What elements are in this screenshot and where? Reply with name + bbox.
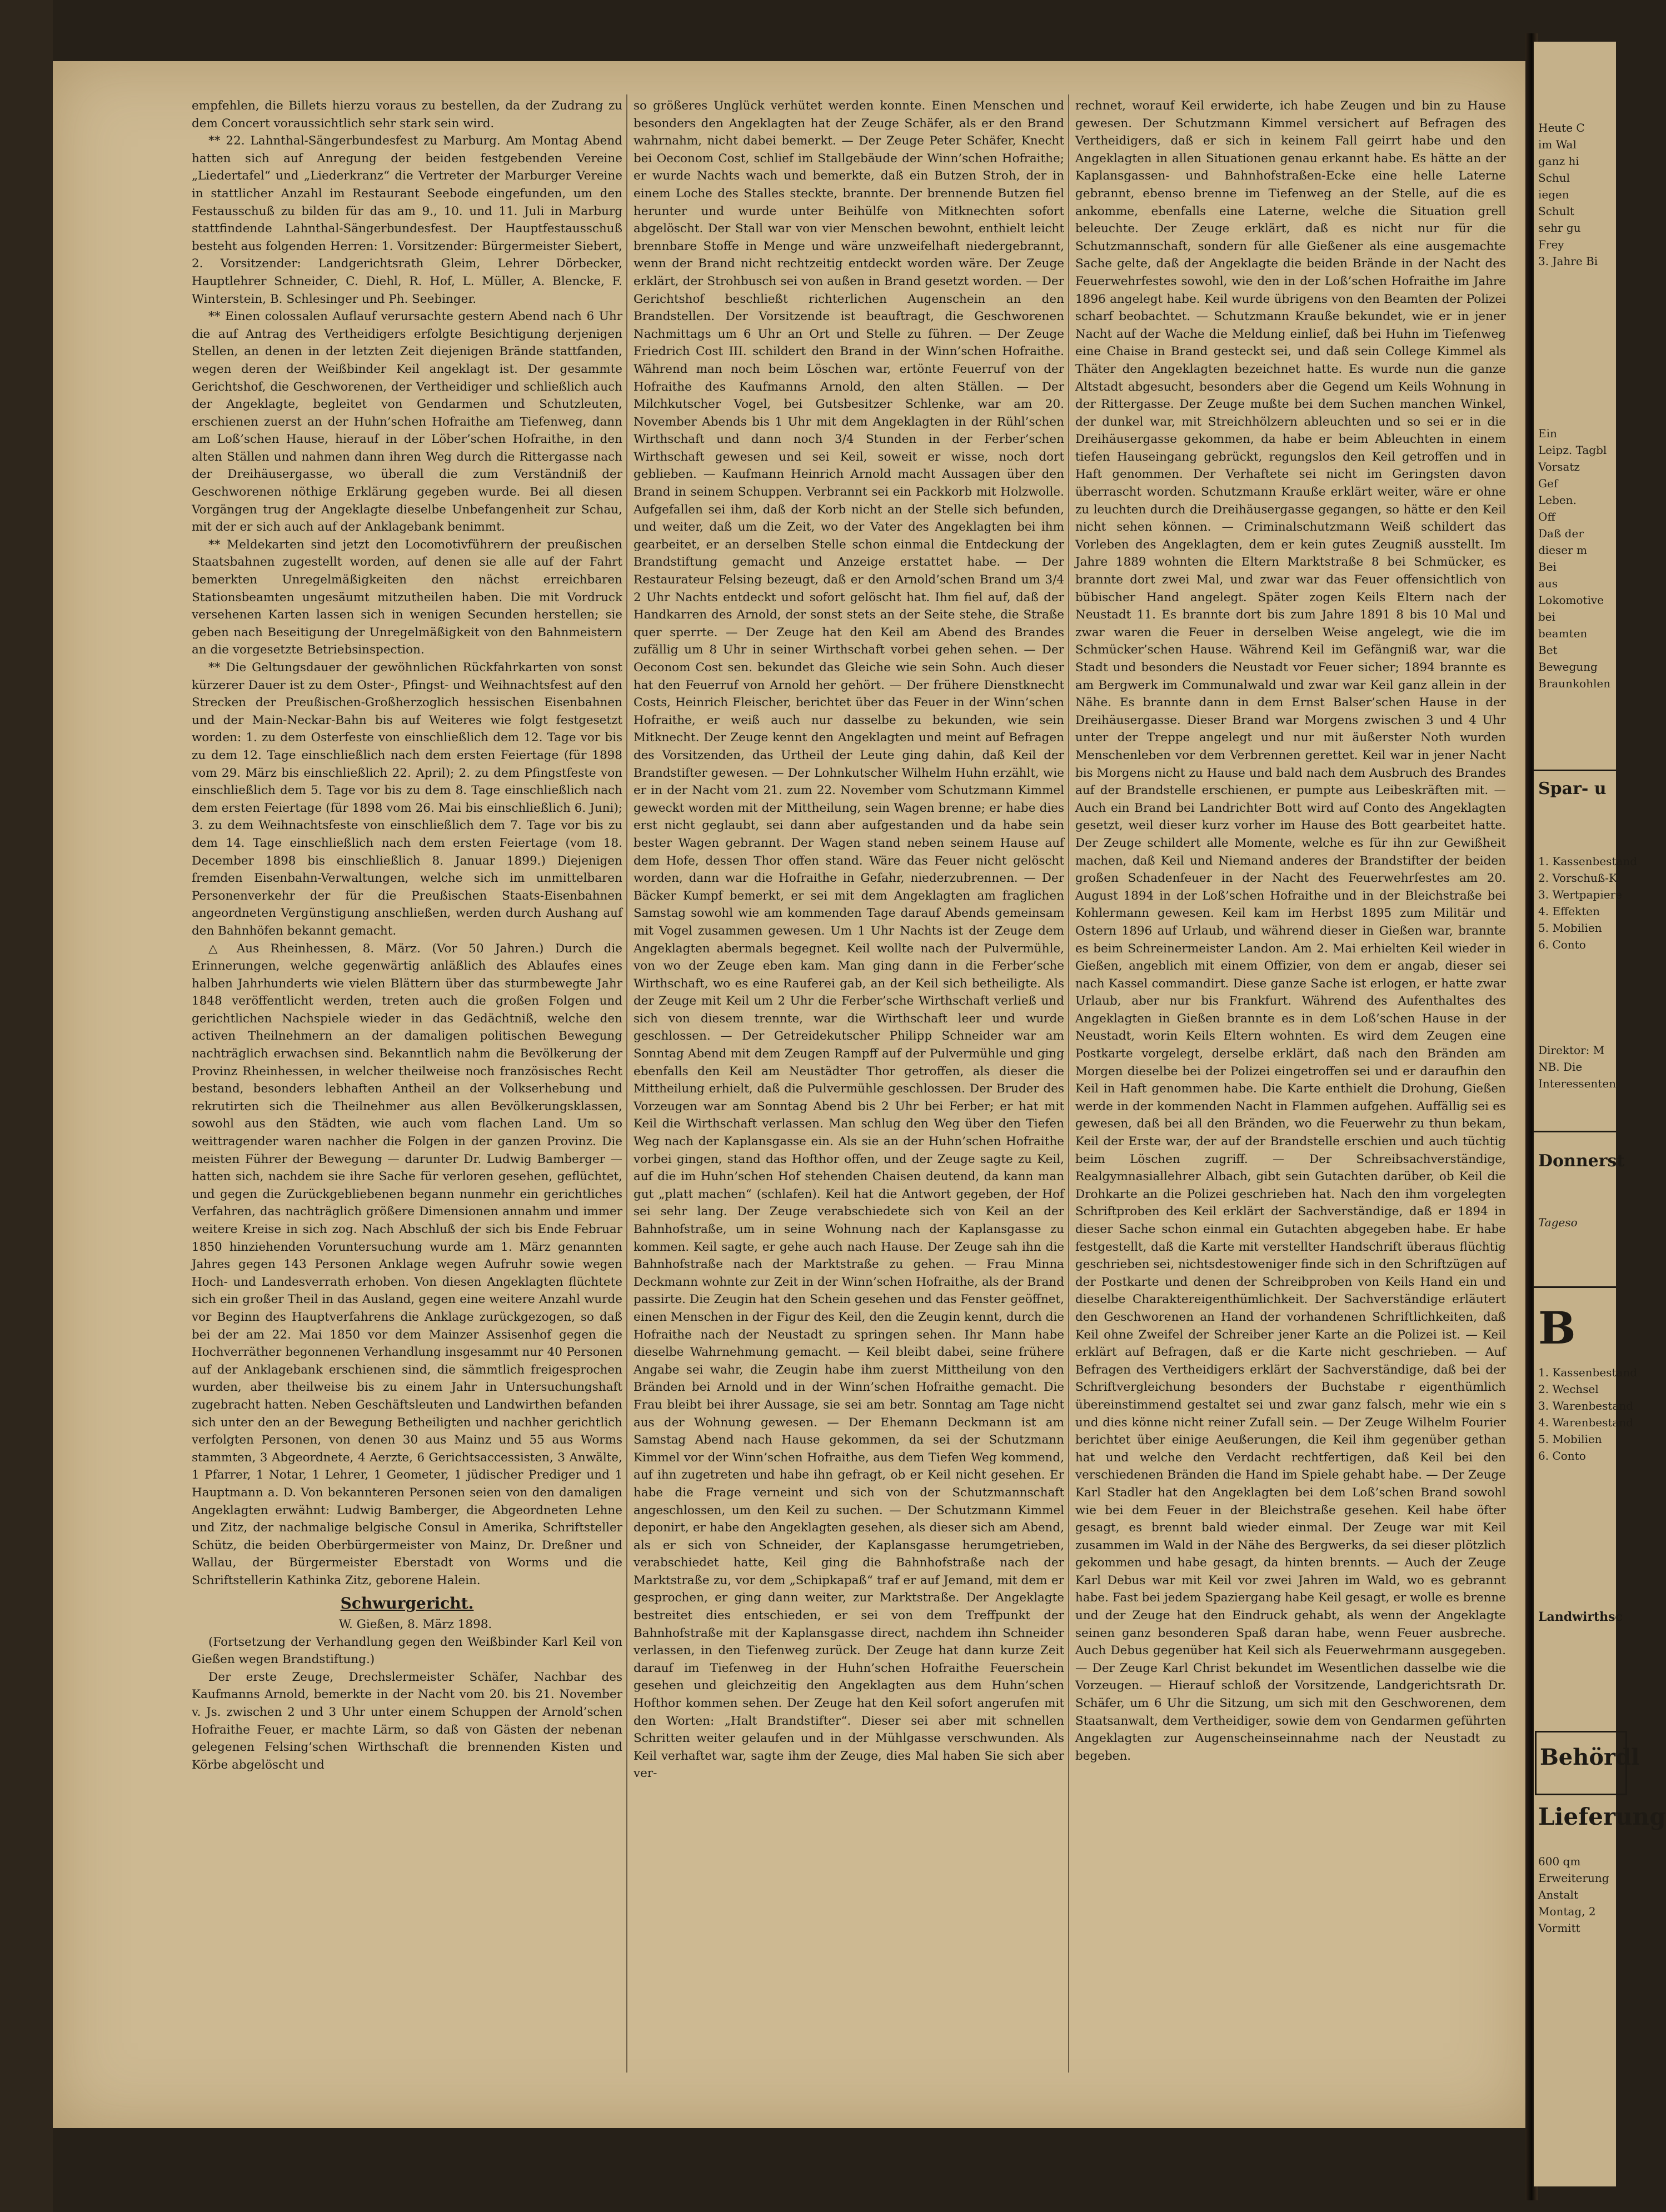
divider [1534,770,1616,771]
adjacent-line: Bei [1538,560,1557,573]
adjacent-line: Vorsatz [1538,460,1580,473]
adjacent-heading: Behördl [1540,1744,1640,1770]
article-paragraph: ** Meldekarten sind jetzt den Locomotivführern der preußischen Staatsbahnen zugestellt worden, auf denen sie alle auf der Fahrt bemerkten Unregelmäßigkeiten den nächst erreichbaren Stationsbeamten ungesäumt mitzutheilen haben. Die mit Vordruck versehenen Karten lassen sich in wenigen Secunden herstellen; sie geben nach Beseitigung der Unregelmäßigkeit von den Bahnmeistern an die vorgesetzte Betriebsinspection. [192,537,622,657]
article-paragraph: (Fortsetzung der Verhandlung gegen den Weißbinder Karl Keil von Gießen wegen Brandstiftung.) [192,1635,622,1667]
adjacent-line: 6. Conto [1538,1449,1586,1462]
divider [1534,1131,1616,1132]
left-scan-edge [0,0,53,2212]
adjacent-line: Vormitt [1538,1921,1580,1935]
adjacent-line: Ein [1538,427,1557,440]
adjacent-line: Direktor: M [1538,1043,1605,1057]
adjacent-heading: Tageso [1538,1216,1578,1229]
adjacent-line: Bet [1538,643,1558,657]
adjacent-line: beamten [1538,627,1588,640]
adjacent-line: 1. Kassenbestand [1538,1366,1638,1379]
adjacent-line: NB. Die [1538,1060,1583,1073]
adjacent-page-fragment [1538,1364,1637,1464]
article-paragraph: ** Die Geltungsdauer der gewöhnlichen Rückfahrkarten von sonst kürzerer Dauer ist zu dem Oster-, Pfingst- und Weihnachtsfest auf den Strecken der Preußischen-Großherzoglich hessischen Eisenbahnen und der Main-Neckar-Bahn bis auf Weiteres wie folgt festgesetzt worden: 1. zu dem Osterfeste von einschließlich dem 12. Tage vor bis zu dem 12. Tage einschließlich nach dem ersten Feiertage (für 1898 vom 29. März bis einschließlich 22. April); 2. zu dem Pfingstfeste von einschließlich dem 5. Tage vor bis zu dem 8. Tage einschließlich nach dem ersten Feiertage (für 1898 vom 26. Mai bis einschließlich 6. Juni); 3. zu dem Weihnachtsfeste von einschließlich dem 7. Tage vor bis zu dem 14. Tage einschließlich nach dem ersten Feiertage (vom 18. December 1898 bis einschließlich 8. Januar 1899.) Diejenigen fremden Eisenbahn-Verwaltungen, welche sich im unmittelbaren Personenverkehr der für die Preußischen Staats-Eisenbahnen angeordneten Vergünstigung anschließen, werden durch Aushang auf den Bahnhöfen bekannt gemacht. [192,661,622,938]
adjacent-line: 600 qm [1538,1855,1581,1868]
adjacent-line: bei [1538,610,1556,623]
adjacent-line: Interessenten [1538,1077,1617,1090]
article-paragraph: ** Einen colossalen Auflauf verursachte gestern Abend nach 6 Uhr die auf Antrag des Vertheidigers erfolgte Besichtigung derjenigen Stellen, an denen in der letzten Zeit diejenigen Brände stattfanden, wegen deren der Weißbinder Keil angeklagt ist. Der gesammte Gerichtshof, die Geschworenen, der Vertheidiger und schließlich auch der Angeklagte, begleitet von Gendarmen und Schutzleuten, erschienen zuerst an der Huhn’schen Hofraithe am Tiefenweg, dann am Loß’schen Hause, hierauf in der Löber’schen Hofraithe, in den alten Ställen und nahmen dann ihren Weg durch die Rittergasse nach der Dreihäusergasse, wo überall die zum Verständniß der Geschworenen nöthige Erklärung gegeben wurde. Bei all diesen Vorgängen trug der Angeklagte dieselbe Unbefangenheit zur Schau, mit der er sich auch auf der Anklagebank benimmt. [192,309,622,535]
adjacent-heading: B [1538,1302,1576,1354]
adjacent-line: 2. Wechsel [1538,1382,1599,1396]
adjacent-line: im Wal [1538,138,1577,151]
dateline: W. Gießen, 8. März 1898. [338,1617,492,1632]
adjacent-line: Gef [1538,477,1558,490]
adjacent-page-fragment [1538,853,1637,953]
adjacent-line: ganz hi [1538,154,1579,168]
adjacent-line: 5. Mobilien [1538,1432,1602,1446]
article-paragraph: rechnet, worauf Keil erwiderte, ich habe Zeugen und bin zu Hause gewesen. Der Schutzmann Kimmel versichert auf Befragen des Vertheidigers, daß er sich in keinem Fall geirrt habe und den Angeklagten in allen Situationen genau erkannt habe. Es hätte an der Kaplansgassen- und Bahnhofstraßen-Ecke eine helle Laterne gebrannt, ebenso brenne im Tiefenweg an der Stelle, auf die es ankomme, ebenfalls eine Laterne, welche die Situation grell beleuchte. Der Zeuge erklärt, daß es nicht nur für die Schutzmannschaft, sondern für alle Gießener als eine ausgemachte Sache gelte, daß der Angeklagte die beiden Brände in der Nacht des Feuerwehrfestes sowohl, wie den in der Loß’schen Hofraithe im Jahre 1896 angelegt habe. Keil wurde übrigens von den Beamten der Polizei scharf beobachtet. — Schutzmann Krauße bekundet, wie er in jener Nacht auf der Wache die Meldung einlief, daß bei Huhn im Tiefenweg eine Chaise in Brand gesteckt sei, und daß sein College Kimmel als Thäter den Angeklagten bezeichnet hatte. Es wurde nun die ganze Altstadt abgesucht, besonders aber die Gegend um Keils Wohnung in der Rittergasse. Der Zeuge mußte bei dem Suchen manchen Winkel, der dunkel war, mit Streichhölzern ableuchten und so sei er in die Dreihäusergasse gekommen, da habe er beim Ableuchten in einem tiefen Hauseingang gebrückt, regungslos den Keil getroffen und in Haft genommen. Der Verhaftete sei nicht im Geringsten davon überrascht worden. Schutzmann Krauße erklärt weiter, wäre er ohne zu leuchten durch die Dreihäusergasse gegangen, so hätte er den Keil nicht sehen können. — Criminalschutzmann Weiß schildert das Vorleben des Angeklagten, dem er kein gutes Zeugniß ausstellt. Im Jahre 1889 wohnten die Eltern Marktstraße 8 bei Schmücker, es brannte dort zwei Mal, und zwar war das Feuer offensichtlich von bübischer Hand angelegt. Später zogen Keils Eltern nach der Neustadt 11. Es brannte dort bis zum Jahre 1891 8 bis 10 Mal und zwar waren die Feuer in derselben Weise angelegt, wie die im Schmücker’schen Hause. Während Keil im Gefängniß war, war die Stadt und besonders die Neustadt vor Feuer sicher; 1894 brannte es am Bergwerk im Communalwald und zwar war Keil ganz allein in der Nähe. Es brannte dann in dem Ernst Balser’schen Hause in der Dreihäusergasse. Dieser Brand war Morgens zwischen 3 und 4 Uhr unter der Treppe angelegt und nur mit äußerster Noth wurden Menschenleben vor dem Verbrennen gerettet. Keil war in jener Nacht bis Morgens nicht zu Hause und bald nach dem Ausbruch des Brandes auf der Brandstelle erschienen, er pumpte aus Leibeskräften mit. — Auch ein Brand bei Landrichter Bott wird auf Conto des Angeklagten gesetzt, weil dieser kurz vorher im Hause des Bott gearbeitet hatte. Der Zeuge schildert alle Momente, welche es für ihn zur Gewißheit machen, daß Keil und Niemand anderes der Brandstifter der beiden großen Schadenfeuer in der Nacht des Feuerwehrfestes am 20. August 1894 in der Loß’schen Hofraithe und in der Bleichstraße bei Kohlermann gewesen. Keil kam im Herbst 1895 zum Militär und Ostern 1896 auf Urlaub, und während dieser in Gießen war, brannte es beim Schreinermeister Landon. Am 2. Mai erhielten Keil wieder in Gießen, angeblich mit einem Offizier, von dem er angab, dieser sei nach Kassel commandirt. Diese ganze Sache ist erlogen, er hatte zwar Urlaub, aber nur bis Frankfurt. Während des Aufenthaltes des Angeklagten in Gießen brannte es in dem Loß’schen Hause in der Neustadt, worin Keils Eltern wohnten. Es wird dem Zeugen eine Postkarte vorgelegt, derselbe erklärt, daß nach den Bränden am Morgen dieselbe bei der Polizei eingetroffen sei und er daraufhin den Keil in Haft genommen habe. Die Karte enthielt die Drohung, Gießen werde in der kommenden Nacht in Flammen aufgehen. Auffällig sei es gewesen, daß bei all den Bränden, wo die Feuerwehr zu thun bekam, Keil der Erste war, der auf der Brandstelle erschien und auch tüchtig beim Löschen zugriff. — Der Schreibsachverständige, Realgymnasiallehrer Albach, gibt sein Gutachten darüber, ob Keil die Drohkarte an die Polizei geschrieben hat. Nach den ihm vorgelegten Schriftproben des Keil erklärt der Sachverständige, daß er 1894 in dieser Sache schon einmal ein Gutachten abgegeben habe. Er habe festgestellt, daß die Karte mit verstellter Handschrift überaus flüchtig geschrieben sei, nichtsdestoweniger finde sich in den Schriftzügen auf der Postkarte und denen der Schreibproben von Keils Hand ein und dieselbe Charaktereigenthümlichkeit. Der Sachverständige erläutert den Geschworenen an Hand der vorhandenen Schriftlichkeiten, daß Keil ohne Zweifel der Schreiber jener Karte an die Polizei ist. — Keil erklärt auf Befragen, daß er die Karte nicht geschrieben. — Auf Befragen des Vertheidigers erklärt der Sachverständige, daß bei der Schriftvergleichung besonders der Buchstabe r eigenthümlich übereinstimmend gestaltet sei und zwar ganz falsch, mehr wie ein s und dies könne nicht reiner Zufall sein. — Der Zeuge Wilhelm Fourier berichtet über einige Aeußerungen, die Keil ihm gegenüber gethan hat und welche den Verdacht rechtfertigen, daß Keil bei den verschiedenen Bränden die Hand im Spiele gehabt habe. — Der Zeuge Karl Stadler hat den Angeklagten bei dem Loß’schen Brand sowohl wie bei dem Feuer in der Bleichstraße gesehen. Keil habe öfter gesagt, es brennt bald wieder einmal. Der Zeuge war mit Keil zusammen im Wald in der Nähe des Bergwerks, da sei dieser plötzlich gekommen und habe gesagt, da hinten brennts. — Auch der Zeuge Karl Debus war mit Keil vor zwei Jahren im Wald, wo es gebrannt habe. Fast bei jedem Spaziergang habe Keil gesagt, er wolle es brenne und der Zeuge hat den Eindruck gehabt, als wenn der Angeklagte seinen ganz besonderen Spaß daran habe, wenn Feuer ausbreche. Auch Debus gegenüber hat Keil sich als Feuerwehrmann ausgegeben. — Der Zeuge Karl Christ bekundet im Wesentlichen dasselbe wie die Vorzeugen. — Hierauf schloß der Vorsitzende, Landgerichtsrath Dr. Schäfer, um 6 Uhr die Sitzung, um sich mit den Geschworenen, dem Staatsanwalt, dem Vertheidiger, sowie dem von Gendarmen geführten Angeklagten zur Augenscheinseinnahme nach der Neustadt zu begeben. [1075,99,1506,1763]
adjacent-line: aus [1538,577,1558,590]
adjacent-line: Leben. [1538,493,1577,507]
divider [1534,1286,1616,1288]
adjacent-line: Braunkohlen [1538,677,1611,690]
adjacent-heading: Landwirthsc [1538,1610,1623,1624]
adjacent-line: Off [1538,510,1555,523]
adjacent-page-fragment [1538,119,1598,269]
adjacent-line: 5. Mobilien [1538,921,1602,935]
adjacent-line: 1. Kassenbestand [1538,855,1638,868]
adjacent-line: dieser m [1538,543,1588,557]
adjacent-heading: Spar- u [1538,779,1607,798]
adjacent-line: Schul [1538,171,1570,184]
adjacent-line: Anstalt [1538,1888,1578,1901]
section-title: Schwurgericht. [340,1594,474,1613]
adjacent-page [1534,42,1666,2186]
column-rule [1068,94,1069,2073]
adjacent-heading: Donnerst [1538,1151,1625,1171]
adjacent-line: 4. Warenbestand [1538,1416,1634,1429]
adjacent-line: sehr gu [1538,221,1581,234]
adjacent-line: Heute C [1538,121,1585,134]
article-paragraph: ** 22. Lahnthal-Sängerbundesfest zu Marburg. Am Montag Abend hatten sich auf Anregung der beiden festgebenden Vereine „Liedertafel“ und „Liederkranz“ die Vertreter der Marburger Vereine in stattlicher Anzahl im Restaurant Seebode eingefunden, um den Festausschuß zu bilden für das am 9., 10. und 11. Juli in Marburg stattfindende Lahnthal-Sängerbundesfest. Der Hauptfestausschuß besteht aus folgenden Herren: 1. Vorsitzender: Bürgermeister Siebert, 2. Vorsitzender: Landgerichtsrath Gleim, Lehrer Dörbecker, Hauptlehrer Schneider, C. Diehl, R. Hof, L. Müller, A. Blencke, F. Winterstein, B. Schlesinger und Ph. Seebinger. [192,134,622,306]
article-paragraph: Der erste Zeuge, Drechslermeister Schäfer, Nachbar des Kaufmanns Arnold, bemerkte in der Nacht vom 20. bis 21. November v. Js. zwischen 2 und 3 Uhr unter einem Schuppen der Arnold’schen Hofraithe Feuer, er machte Lärm, so daß von Gästen der nebenan gelegenen Felsing’schen Wirthschaft die brennenden Kisten und Körbe abgelöscht und [192,1670,622,1772]
adjacent-line: Daß der [1538,527,1584,540]
adjacent-line: Leipz. Tagbl [1538,443,1607,457]
article-paragraph: △ Aus Rheinhessen, 8. März. (Vor 50 Jahren.) Durch die Erinnerungen, welche gegenwärtig anläßlich des Ablaufes eines halben Jahrhunderts wie vielen Blättern über das sturmbewegte Jahr 1848 veröffentlicht werden, treten auch die großen Folgen und gerichtlichen Nachspiele wieder in das Gedächtniß, welche den activen Theilnehmern an der damaligen politischen Bewegung nachträglich erwachsen sind. Bekanntlich nahm die Bevölkerung der Provinz Rheinhessen, in welcher theilweise noch französisches Recht bestand, besonders lebhaften Antheil an der Volkserhebung und rekrutirten sich die Theilnehmer aus allen Bevölkerungsklassen, sowohl aus den Städten, wie auch vom flachen Land. Um so weittragender waren nachher die Folgen in der ganzen Provinz. Die meisten Führer der Bewegung — darunter Dr. Ludwig Bamberger — hatten sich, nachdem sie ihre Sache für verloren gesehen, geflüchtet, und gegen die Zurückgebliebenen begann nunmehr ein gerichtliches Verfahren, das nachträglich größere Dimensionen annahm und immer weitere Kreise in sich zog. Nach Abschluß der sich bis Ende Februar 1850 hinziehenden Voruntersuchung wurde am 1. März genannten Jahres gegen 143 Personen Anklage wegen Aufruhr sowie wegen Hoch- und Landesverrath erhoben. Von diesen Angeklagten flüchtete sich ein großer Theil in das Ausland, gegen eine weitere Anzahl wurde vor Beginn des Hauptverfahrens die Anklage zurückgezogen, so daß bei der am 22. Mai 1850 vor dem Mainzer Assisenhof gegen die Hochverräther begonnenen Verhandlung insgesammt nur 40 Personen auf der Anklagebank erschienen sind, die sämmtlich freigesprochen wurden, aber theilweise bis zu einem Jahr in Untersuchungshaft zugebracht hatten. Neben Geschäftsleuten und Landwirthen befanden sich unter den an der Bewegung Betheiligten und nachher gerichtlich verfolgten Personen, von denen 30 aus Mainz und 55 aus Worms stammten, 3 Abgeordnete, 4 Aerzte, 6 Gerichtsaccessisten, 3 Anwälte, 1 Pfarrer, 1 Notar, 1 Lehrer, 1 Geometer, 1 jüdischer Prediger und 1 Hauptmann a. D. Von bekannteren Personen seien von den damaligen Angeklagten erwähnt: Ludwig Bamberger, die Abgeordneten Lehne und Zitz, der nachmalige belgische Consul in Amerika, Schriftsteller Schütz, die beiden Oberbürgermeister von Mainz, Dr. Dreßner und Wallau, der Bürgermeister Eberstadt von Worms und die Schriftstellerin Kathinka Zitz, geborene Halein. [192,941,622,1587]
adjacent-line: 3. Jahre Bi [1538,254,1598,268]
adjacent-line: Lokomotive [1538,593,1604,607]
column-3 [1075,97,1506,1763]
adjacent-line: Schult [1538,204,1575,218]
adjacent-page-fragment [1538,1042,1616,1092]
adjacent-line: Montag, 2 [1538,1905,1596,1918]
adjacent-box [1535,1731,1640,1795]
article-paragraph: so größeres Unglück verhütet werden konnte. Einen Menschen und besonders den Angeklagten hat der Zeuge Schäfer, als er den Brand wahrnahm, nicht dabei bemerkt. — Der Zeuge Peter Schäfer, Knecht bei Oeconom Cost, schlief im Stallgebäude der Winn’schen Hofraithe; er wurde Nachts wach und bemerkte, daß ein Butzen Stroh, der in einem Loche des Stalles steckte, brannte. Der brennende Butzen fiel herunter und wurde unter Beihülfe von Mitknechten sofort abgelöscht. Der Stall war von vier Menschen bewohnt, enthielt leicht brennbare Stoffe in Menge und wäre unzweifelhaft niedergebrannt, wenn der Brand nicht rechtzeitig entdeckt worden wäre. Der Zeuge erklärt, der Strohbusch sei von außen in Brand gesetzt worden. — Der Gerichtshof beschließt richterlichen Augenschein an den Brandstellen. Der Vorsitzende ist beauftragt, die Geschworenen Nachmittags um 6 Uhr an Ort und Stelle zu führen. — Der Zeuge Friedrich Cost III. schildert den Brand in der Winn’schen Hofraithe. Während man noch beim Löschen war, ertönte Feuerruf von der Hofraithe des Kaufmanns Arnold, den alten Ställen. — Der Milchkutscher Vogel, bei Gutsbesitzer Schlenke, war am 20. November Abends bis 1 Uhr mit dem Angeklagten in der Rühl’schen Wirthschaft und dann noch 3/4 Stunden in der Ferber’schen Wirthschaft gewesen und sei Keil, soweit er wisse, noch dort geblieben. — Kaufmann Heinrich Arnold macht Aussagen über den Brand in seinem Schuppen. Verbrannt sei ein Packkorb mit Holzwolle. Aufgefallen sei ihm, daß der Korb nicht an der Stelle sich befunden, und weiter, daß um die Zeit, wo der Vater des Angeklagten bei ihm gearbeitet, er an derselben Stelle schon einmal die Entdeckung der Brandstiftung gemacht und Anzeige erstattet habe. — Der Restaurateur Felsing bezeugt, daß er den Arnold’schen Brand um 3/4 2 Uhr Nachts entdeckt und sofort gelöscht hat. Ihm fiel auf, daß der Handkarren des Arnold, der sonst stets an der Seite stehe, die Straße quer sperrte. — Der Zeuge hat den Keil am Abend des Brandes zufällig um 8 Uhr in seiner Wirthschaft vorbei gehen sehen. — Der Oeconom Cost sen. bekundet das Gleiche wie sein Sohn. Auch dieser hat den Feuerruf von Arnold her gehört. — Der frühere Dienstknecht Costs, Heinrich Fleischer, berichtet über das Feuer in der Winn’schen Hofraithe, er weiß auch nur dasselbe zu bekunden, wie sein Mitknecht. Der Zeuge kennt den Angeklagten und meint auf Befragen des Vorsitzenden, das Urtheil der Leute ging dahin, daß Keil der Brandstifter gewesen. — Der Lohnkutscher Wilhelm Huhn erzählt, wie er in der Nacht vom 21. zum 22. November vom Schutzmann Kimmel geweckt worden mit der Mittheilung, sein Wagen brenne; er habe dies erst nicht geglaubt, sei dann aber aufgestanden und da habe sein bester Wagen gebrannt. Der Wagen stand neben seinem Hause auf dem Hofe, dessen Thor offen stand. Wäre das Feuer nicht gelöscht worden, dann war die Hofraithe in Gefahr, niederzubrennen. — Der Bäcker Kumpf bemerkt, er sei mit dem Angeklagten am fraglichen Samstag sowohl wie am kommenden Tage darauf Abends gemeinsam mit Vogel zusammen gewesen. Um 1 Uhr Nachts ist der Zeuge dem Angeklagten abermals begegnet. Keil wollte nach der Pulvermühle, von wo der Zeuge eben kam. Man ging dann in die Ferber’sche Wirthschaft, wo es eine Rauferei gab, an der Keil sich betheiligte. Als der Zeuge mit Keil um 2 Uhr die Ferber’sche Wirthschaft verließ und sich von diesem trennte, war die Wirthschaft leer und wurde geschlossen. — Der Getreidekutscher Philipp Schneider war am Sonntag Abend mit dem Zeugen Rampff auf der Pulvermühle und ging ebenfalls den Keil am Neustädter Thor getroffen, als dieser die Mittheilung erhielt, daß die Pulvermühle geschlossen. Der Bruder des Vorzeugen war am Sonntag Abend bis 2 Uhr bei Ferber; er hat mit Keil die Wirthschaft verlassen. Man schlug den Weg über den Tiefen Weg nach der Kaplansgasse ein. Als sie an der Huhn’schen Hofraithe vorbei gingen, stand das Hofthor offen, und der Zeuge sagte zu Keil, auf die im Huhn’schen Hof stehenden Chaisen deutend, da kann man gut „platt machen“ (schlafen). Keil hat die Antwort gegeben, der Hof sei sehr lang. Der Zeuge verabschiedete sich von Keil an der Bahnhofstraße, um in seine Wohnung nach der Kaplansgasse zu kommen. Keil sagte, er gehe auch nach Hause. Der Zeuge sah ihn die Bahnhofstraße nach der Marktstraße zu gehen. — Frau Minna Deckmann wohnte zur Zeit in der Winn’schen Hofraithe, als der Brand passirte. Die Zeugin hat den Schein gesehen und das Fenster geöffnet, einen Menschen in der Figur des Keil, den die Zeugin kennt, durch die Hofraithe nach der Neustadt zu springen sehen. Ihr Mann habe dieselbe Wahrnehmung gemacht. — Keil bleibt dabei, seine frühere Angabe sei wahr, die Zeugin habe ihm zuerst Mittheilung von den Bränden bei Arnold und in der Winn’schen Hofraithe gemacht. Die Frau bleibt bei ihrer Aussage, sie sei am betr. Sonntag am Tage nicht aus der Wohnung gewesen. — Der Ehemann Deckmann ist am Samstag Abend nach Hause gekommen, da sei der Schutzmann Kimmel vor der Winn’schen Hofraithe, aus dem Tiefen Weg kommend, auf ihn zugetreten und habe ihn gefragt, ob er Keil nicht gesehen. Er habe die Frage verneint und sich von der Schutzmannschaft angeschlossen, um den Keil zu suchen. — Der Schutzmann Kimmel deponirt, er habe den Angeklagten gesehen, als dieser sich am Abend, als er sich von Schneider, der Kaplansgasse herumgetrieben, verabschiedet hatte, Keil ging die Bahnhofstraße nach der Marktstraße zu, vor dem „Schipkapaß“ traf er auf Jemand, mit dem er gesprochen, er ging dann weiter, zur Marktstraße. Der Angeklagte bestreitet dies entschieden, er sei von dem Treffpunkt der Bahnhofstraße mit der Kaplansgasse direct, nachdem ihn Schneider verlassen, in den Tiefenweg zurück. Der Zeuge hat dann kurze Zeit darauf im Tiefenweg in der Huhn’schen Hofraithe Feuerschein gesehen und gleichzeitig den Angeklagten aus dem Huhn’schen Hofthor kommen sehen. Der Zeuge hat den Keil sofort angerufen mit den Worten: „Halt Brandstifter“. Dieser sei aber mit schnellen Schritten weiter gelaufen und in der Mühlgasse verschwunden. Als Keil verhaftet war, sagte ihm der Zeuge, dies Mal haben Sie sich aber ver- [634,99,1064,1781]
adjacent-line: 3. Warenbestand [1538,1399,1634,1412]
adjacent-line: 2. Vorschuß-K [1538,871,1617,885]
article-paragraph: empfehlen, die Billets hierzu voraus zu bestellen, da der Zudrang zu dem Concert voraussichtlich sehr stark sein wird. [192,99,622,131]
adjacent-line: 6. Conto [1538,938,1586,951]
adjacent-line: Bewegung [1538,660,1598,673]
adjacent-line: 3. Wertpapiere [1538,888,1622,901]
column-rule [626,94,627,2073]
column-1 [192,97,622,2075]
adjacent-line: 4. Effekten [1538,905,1600,918]
adjacent-page-fragment [1538,1853,1609,1936]
adjacent-line: Erweiterung [1538,1871,1609,1885]
adjacent-line: Frey [1538,238,1564,251]
adjacent-page-fragment [1538,425,1610,692]
adjacent-heading: Lieferung [1538,1803,1666,1830]
adjacent-line: iegen [1538,188,1569,201]
column-2 [634,97,1064,1781]
